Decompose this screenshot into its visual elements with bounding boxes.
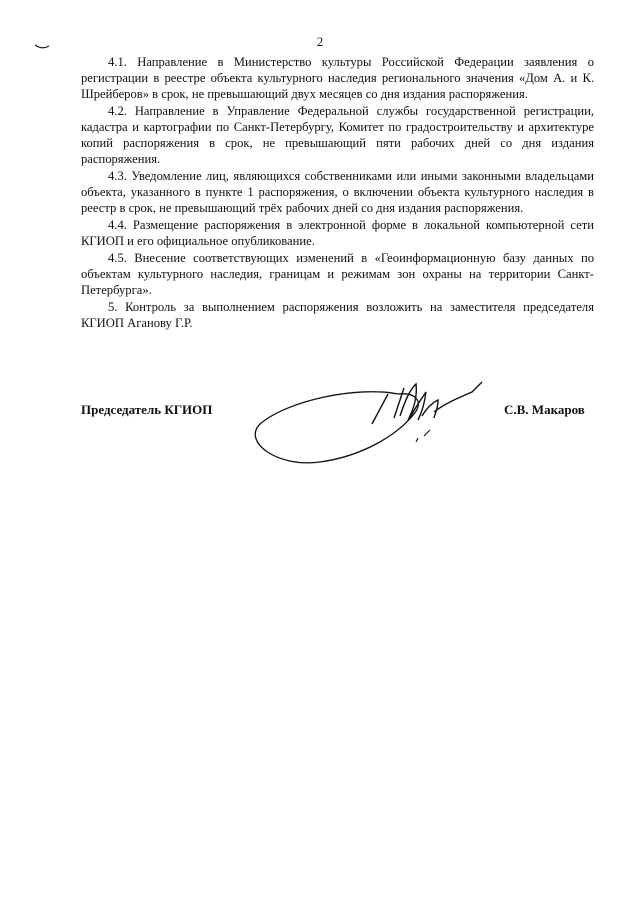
paragraph-4-5: 4.5. Внесение соответствующих изменений в «Геоинформационную базу данных по объектам культурного наследия, границам и режимам зон охраны на территории Санкт-Петербурга». — [81, 251, 594, 297]
handwritten-signature — [248, 372, 508, 472]
paragraph-4-3: 4.3. Уведомление лиц, являющихся собственниками или иными законными владельцами объекта, указанного в пункте 1 распоряжения, о включении объекта культурного наследия в реестр в срок, не превышающий трёх рабочих дней со дня издания распоряжения. — [81, 168, 594, 215]
paragraph-4-1: 4.1. Направление в Министерство культуры Российской Федерации заявления о регистрации в реестре объекта культурного наследия регионального значения «Дом А. и К. Шрейберов» в срок, не превышающий двух месяцев со дня издания распоряжения. — [81, 55, 594, 101]
corner-mark-icon — [34, 44, 50, 50]
paragraph-5: 5. Контроль за выполнением распоряжения возложить на заместителя председателя КГИОП Аганову Г.Р. — [81, 300, 594, 330]
paragraph-4-2: 4.2. Направление в Управление Федеральной службы государственной регистрации, кадастра и картографии по Санкт-Петербургу, Комитет по градостроительству и архитектуре копий распоряжения в срок, не превышающий пяти рабочих дней со дня издания распоряжения. — [81, 104, 594, 166]
page-number: 2 — [316, 34, 324, 49]
document-body — [81, 55, 594, 333]
paragraph-4-4: 4.4. Размещение распоряжения в электронной форме в локальной компьютерной сети КГИОП и его официальное опубликование. — [81, 217, 594, 248]
signer-name: С.В. Макаров — [504, 402, 585, 417]
signer-position: Председатель КГИОП — [81, 402, 213, 417]
